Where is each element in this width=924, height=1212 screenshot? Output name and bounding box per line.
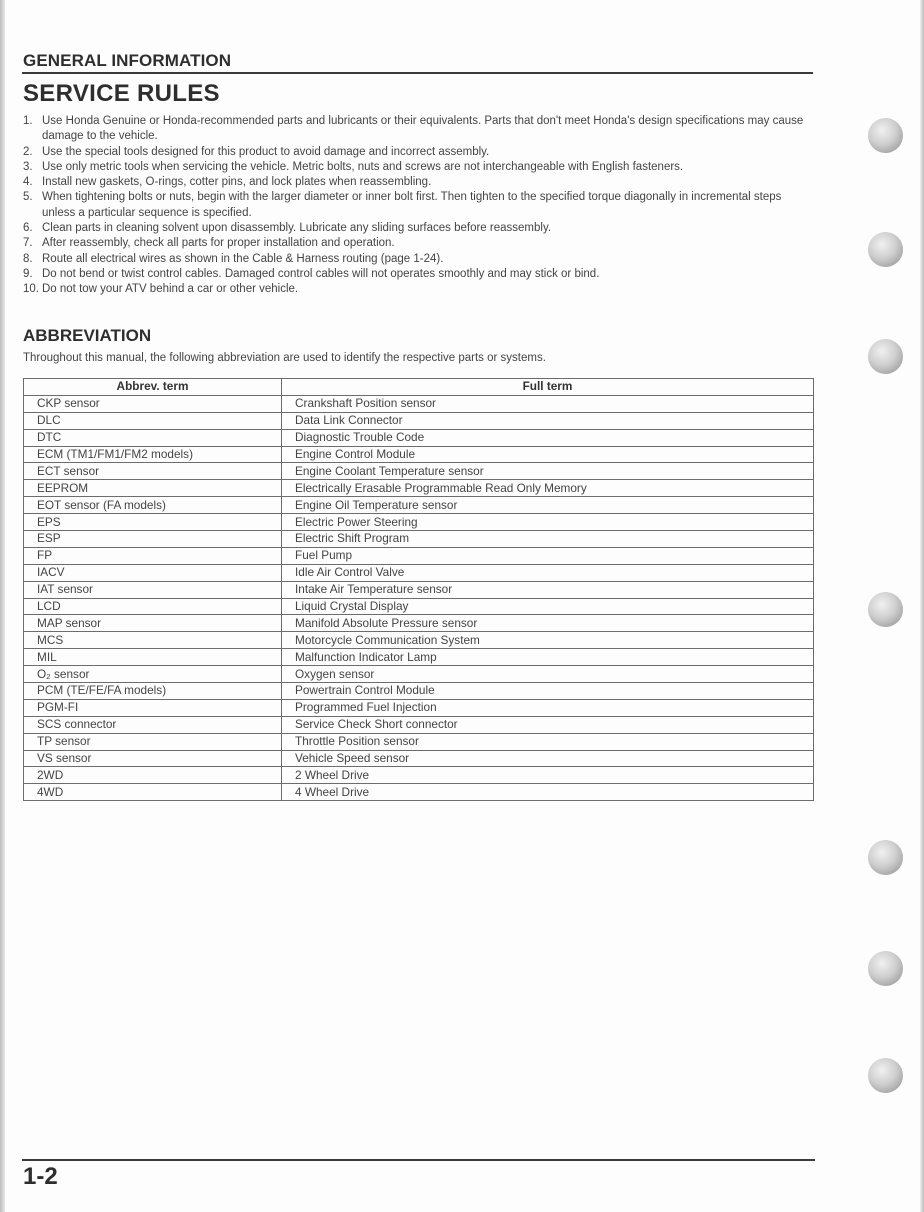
- table-row: [24, 395, 814, 412]
- full-term-cell: Motorcycle Communication System: [282, 632, 814, 649]
- abbreviation-table: [23, 378, 814, 801]
- full-term-cell: Engine Control Module: [282, 446, 814, 463]
- abbrev-cell: FP: [24, 547, 282, 564]
- section-header: GENERAL INFORMATION: [23, 51, 232, 70]
- table-row: [24, 699, 814, 716]
- abbrev-cell: ECM (TM1/FM1/FM2 models): [24, 446, 282, 463]
- table-row: [24, 412, 814, 429]
- full-term-cell: Manifold Absolute Pressure sensor: [282, 615, 814, 632]
- abbrev-cell: EEPROM: [24, 480, 282, 497]
- abbrev-cell: IAT sensor: [24, 581, 282, 598]
- full-term-cell: Throttle Position sensor: [282, 733, 814, 750]
- list-item: [23, 267, 815, 282]
- full-term-cell: Diagnostic Trouble Code: [282, 429, 814, 446]
- table-row: [24, 716, 814, 733]
- abbrev-cell: TP sensor: [24, 733, 282, 750]
- page-title: SERVICE RULES: [23, 80, 220, 107]
- full-term-cell: Data Link Connector: [282, 412, 814, 429]
- list-item: [23, 190, 815, 221]
- full-term-cell: Idle Air Control Valve: [282, 564, 814, 581]
- table-row: [24, 750, 814, 767]
- abbrev-cell: PGM-FI: [24, 699, 282, 716]
- list-number: 3.: [23, 160, 33, 173]
- table-row: [24, 615, 814, 632]
- abbrev-cell: MAP sensor: [24, 615, 282, 632]
- table-row: [24, 531, 814, 548]
- binder-hole-icon: [868, 592, 903, 627]
- table-row: [24, 429, 814, 446]
- list-text: Clean parts in cleaning solvent upon disassembly. Lubricate any sliding surfaces before reassembly.: [42, 222, 552, 235]
- full-term-cell: Liquid Crystal Display: [282, 598, 814, 615]
- abbrev-cell: MIL: [24, 649, 282, 666]
- table-row: [24, 683, 814, 700]
- list-number: 5.: [23, 191, 33, 204]
- full-term-cell: Oxygen sensor: [282, 666, 814, 683]
- abbrev-cell: EOT sensor (FA models): [24, 497, 282, 514]
- binder-hole-icon: [868, 951, 903, 986]
- full-term-cell: Electric Power Steering: [282, 514, 814, 531]
- full-term-cell: Engine Coolant Temperature sensor: [282, 463, 814, 480]
- table-row: [24, 446, 814, 463]
- list-number: 2.: [23, 145, 33, 158]
- list-text: Do not bend or twist control cables. Damaged control cables will not operates smoothly and may stick or bind.: [42, 267, 600, 280]
- full-term-cell: Intake Air Temperature sensor: [282, 581, 814, 598]
- list-number: 4.: [23, 176, 33, 189]
- list-number: 7.: [23, 237, 33, 250]
- abbrev-cell: LCD: [24, 598, 282, 615]
- list-item: [23, 175, 815, 190]
- abbrev-cell: VS sensor: [24, 750, 282, 767]
- abbrev-cell: IACV: [24, 564, 282, 581]
- table-row: [24, 581, 814, 598]
- full-term-cell: Electrically Erasable Programmable Read Only Memory: [282, 480, 814, 497]
- abbreviation-heading: ABBREVIATION: [23, 326, 152, 345]
- full-term-cell: 2 Wheel Drive: [282, 767, 814, 784]
- table-row: [24, 767, 814, 784]
- full-term-cell: Crankshaft Position sensor: [282, 395, 814, 412]
- column-header-full: Full term: [282, 379, 814, 396]
- table-row: [24, 632, 814, 649]
- list-text: Use Honda Genuine or Honda-recommended parts and lubricants or their equivalents. Parts that don't meet Honda's design specifications may cause damage to the vehicle.: [42, 115, 804, 143]
- full-term-cell: Service Check Short connector: [282, 716, 814, 733]
- footer-divider: [22, 1159, 815, 1161]
- abbrev-cell: DLC: [24, 412, 282, 429]
- full-term-cell: Malfunction Indicator Lamp: [282, 649, 814, 666]
- header-divider: [22, 72, 813, 74]
- list-text: When tightening bolts or nuts, begin with the larger diameter or inner bolt first. Then tighten to the specified torque diagonally in incremental steps unless a particular sequence is specified.: [42, 191, 782, 219]
- full-term-cell: Engine Oil Temperature sensor: [282, 497, 814, 514]
- abbrev-cell: PCM (TE/FE/FA models): [24, 683, 282, 700]
- abbrev-cell: SCS connector: [24, 716, 282, 733]
- list-item: [23, 160, 815, 175]
- table-row: [24, 480, 814, 497]
- binder-hole-icon: [868, 339, 903, 374]
- abbrev-cell: 2WD: [24, 767, 282, 784]
- list-text: After reassembly, check all parts for proper installation and operation.: [42, 237, 395, 250]
- binder-hole-icon: [868, 840, 903, 875]
- abbreviation-intro: Throughout this manual, the following abbreviation are used to identify the respective parts or systems.: [23, 352, 546, 364]
- abbrev-cell: O₂ sensor: [24, 666, 282, 683]
- list-text: Route all electrical wires as shown in the Cable & Harness routing (page 1-24).: [42, 252, 444, 265]
- list-item: [23, 114, 815, 145]
- table-row: [24, 547, 814, 564]
- list-text: Install new gaskets, O-rings, cotter pins, and lock plates when reassembling.: [42, 176, 432, 189]
- abbrev-cell: MCS: [24, 632, 282, 649]
- table-row: [24, 564, 814, 581]
- binder-hole-icon: [868, 118, 903, 153]
- abbrev-cell: DTC: [24, 429, 282, 446]
- table-row: [24, 598, 814, 615]
- abbrev-cell: 4WD: [24, 784, 282, 801]
- list-text: Do not tow your ATV behind a car or other vehicle.: [42, 283, 299, 296]
- table-row: [24, 463, 814, 480]
- page-number: 1-2: [23, 1163, 58, 1190]
- page-right-edge: [920, 0, 924, 1212]
- binder-hole-icon: [868, 232, 903, 267]
- table-row: [24, 514, 814, 531]
- table-row: [24, 784, 814, 801]
- list-number: 6.: [23, 222, 33, 235]
- binder-hole-icon: [868, 1058, 903, 1093]
- column-header-abbrev: Abbrev. term: [24, 379, 282, 396]
- list-item: [23, 221, 815, 236]
- list-number: 10.: [23, 283, 39, 296]
- full-term-cell: 4 Wheel Drive: [282, 784, 814, 801]
- list-item: [23, 252, 815, 267]
- table-row: [24, 497, 814, 514]
- list-number: 1.: [23, 115, 33, 127]
- list-item: [23, 145, 815, 160]
- full-term-cell: Powertrain Control Module: [282, 683, 814, 700]
- table-header-row: [24, 379, 814, 396]
- list-text: Use the special tools designed for this product to avoid damage and incorrect assembly.: [42, 145, 490, 158]
- table-row: [24, 733, 814, 750]
- list-item: [23, 236, 815, 251]
- full-term-cell: Vehicle Speed sensor: [282, 750, 814, 767]
- full-term-cell: Programmed Fuel Injection: [282, 699, 814, 716]
- table-row: [24, 649, 814, 666]
- page-left-edge: [0, 0, 5, 1212]
- list-number: 9.: [23, 267, 33, 280]
- full-term-cell: Electric Shift Program: [282, 531, 814, 548]
- list-item: [23, 282, 815, 297]
- list-text: Use only metric tools when servicing the vehicle. Metric bolts, nuts and screws are not interchangeable with English fasteners.: [42, 160, 684, 173]
- table-row: [24, 666, 814, 683]
- abbrev-cell: EPS: [24, 514, 282, 531]
- full-term-cell: Fuel Pump: [282, 547, 814, 564]
- list-number: 8.: [23, 252, 33, 265]
- abbrev-cell: ESP: [24, 531, 282, 548]
- abbrev-cell: CKP sensor: [24, 395, 282, 412]
- service-rules-list: [23, 114, 815, 298]
- abbrev-cell: ECT sensor: [24, 463, 282, 480]
